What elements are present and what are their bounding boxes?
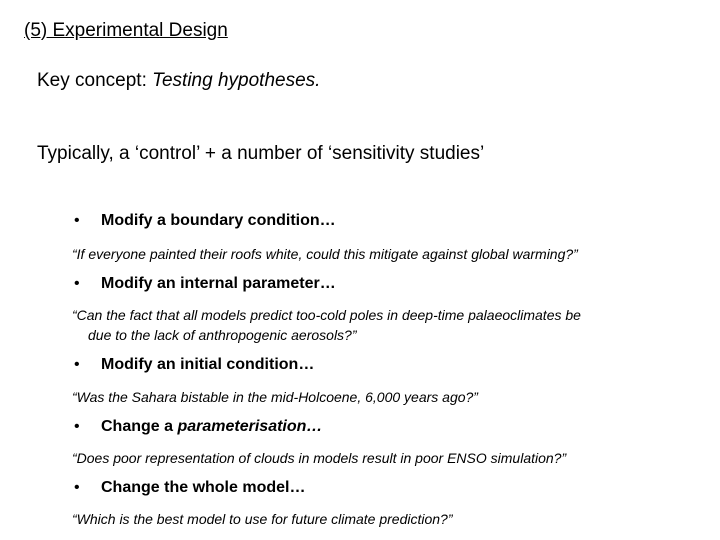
example-parameterisation: “Does poor representation of clouds in models result in poor ENSO simulation?” <box>72 450 567 466</box>
bullet-dot: • <box>74 479 80 496</box>
bullet-internal-parameter <box>74 275 336 293</box>
example-whole-model: “Which is the best model to use for future climate prediction?” <box>72 511 453 527</box>
key-concept <box>37 70 320 92</box>
key-concept-emphasis: Testing hypotheses. <box>152 70 321 91</box>
bullet-label: Modify a boundary condition… <box>101 212 336 229</box>
bullet-label-prefix: Change a <box>101 418 178 435</box>
bullet-initial-condition <box>74 356 314 374</box>
slide-title: (5) Experimental Design <box>24 20 228 41</box>
bullet-dot: • <box>74 356 80 373</box>
bullet-label: Modify an initial condition… <box>101 356 315 373</box>
bullet-label: Change the whole model… <box>101 479 306 496</box>
bullet-dot: • <box>74 212 80 229</box>
example-internal-parameter <box>72 305 672 345</box>
bullet-label-emphasis: parameterisation… <box>177 418 323 435</box>
example-line-2: due to the lack of anthropogenic aerosols?” <box>88 327 357 343</box>
bullet-boundary-condition <box>74 212 336 230</box>
bullet-whole-model <box>74 479 305 497</box>
bullet-label: Modify an internal parameter… <box>101 275 336 292</box>
key-concept-label: Key concept: <box>37 70 153 91</box>
example-line-1: “Can the fact that all models predict too-cold poles in deep-time palaeoclimates be <box>72 307 581 323</box>
typically-line: Typically, a ‘control’ + a number of ‘sensitivity studies’ <box>37 143 485 164</box>
example-initial-condition: “Was the Sahara bistable in the mid-Holcoene, 6,000 years ago?” <box>72 389 478 405</box>
bullet-parameterisation <box>74 418 322 436</box>
bullet-dot: • <box>74 275 80 292</box>
example-boundary-condition: “If everyone painted their roofs white, could this mitigate against global warming?” <box>72 246 578 262</box>
bullet-dot: • <box>74 418 80 435</box>
